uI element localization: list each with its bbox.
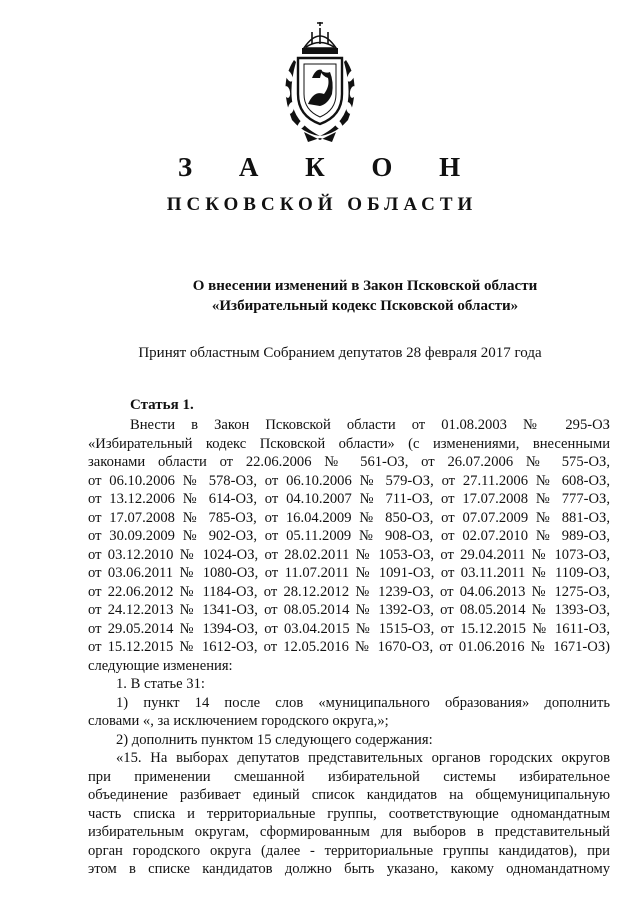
- body-line: от 29.05.2014 № 1394-ОЗ, от 03.04.2015 № 1515-ОЗ, от 15.12.2015 № 1611-ОЗ,: [88, 620, 610, 637]
- body-line: от 13.12.2006 № 614-ОЗ, от 04.10.2007 № 711-ОЗ, от 17.07.2008 № 777-ОЗ,: [88, 491, 610, 507]
- body-line: от 06.10.2006 № 578-ОЗ, от 06.10.2006 № 579-ОЗ, от 27.11.2006 № 608-ОЗ,: [88, 472, 610, 489]
- body-line: «15. На выборах депутатов представительных органов городских округов: [116, 750, 610, 766]
- coat-of-arms-icon: [264, 20, 376, 144]
- body-line: законами области от 22.06.2006 № 561-ОЗ, от 26.07.2006 № 575-ОЗ,: [88, 454, 610, 470]
- document-title: З А К О Н: [177, 152, 481, 182]
- adoption-line: Принят областным Собранием депутатов 28 февраля 2017 года: [138, 345, 542, 361]
- body-line: часть списка и территориальные группы, соответствующие одномандатным: [88, 805, 610, 822]
- body-line: при применении смешанной избирательной системы избирательное: [88, 768, 610, 785]
- body-line: 1. В статье 31:: [116, 676, 205, 692]
- body-line: от 03.12.2010 № 1024-ОЗ, от 28.02.2011 № 1053-ОЗ, от 29.04.2011 № 1073-ОЗ,: [88, 546, 610, 563]
- body-line: от 24.12.2013 № 1341-ОЗ, от 08.05.2014 № 1392-ОЗ, от 08.05.2014 № 1393-ОЗ,: [88, 602, 610, 618]
- body-line: словами «, за исключением городского округа,»;: [88, 713, 389, 729]
- body-line: 2) дополнить пунктом 15 следующего содержания:: [116, 731, 433, 748]
- law-subject-line: О внесении изменений в Закон Псковской области: [192, 278, 538, 294]
- body-line: от 30.09.2009 № 902-ОЗ, от 05.11.2009 № 908-ОЗ, от 02.07.2010 № 989-ОЗ,: [88, 528, 610, 544]
- region-name: ПСКОВСКОЙ ОБЛАСТИ: [166, 194, 478, 215]
- body-line: от 15.12.2015 № 1612-ОЗ, от 12.05.2016 № 1670-ОЗ, от 01.06.2016 № 1671-ОЗ): [88, 639, 610, 655]
- body-line: орган городского округа (далее - территориальные группы кандидатов), при: [88, 842, 610, 859]
- body-line: избирательным округам, сформированным для выборов в представительный: [88, 824, 610, 840]
- body-line: этом в списке кандидатов должно быть указано, какому одномандатному: [88, 861, 610, 877]
- body-line: 1) пункт 14 после слов «муниципального образования» дополнить: [116, 694, 610, 711]
- law-subject: [90, 276, 640, 316]
- law-subject-line: «Избирательный кодекс Псковской области»: [211, 298, 519, 314]
- body-line: от 17.07.2008 № 785-ОЗ, от 16.04.2009 № 850-ОЗ, от 07.07.2009 № 881-ОЗ,: [88, 509, 610, 526]
- article-heading: Статья 1.: [130, 397, 194, 413]
- body-line: Внести в Закон Псковской области от 01.08.2003 № 295-ОЗ: [130, 417, 610, 433]
- body-line: объединение разбивает единый список кандидатов на общемуниципальную: [88, 787, 610, 803]
- body-line: от 22.06.2012 № 1184-ОЗ, от 28.12.2012 № 1239-ОЗ, от 04.06.2013 № 1275-ОЗ,: [88, 583, 610, 600]
- body-line: от 03.06.2011 № 1080-ОЗ, от 11.07.2011 № 1091-ОЗ, от 03.11.2011 № 1109-ОЗ,: [88, 565, 610, 581]
- body-line: «Избирательный кодекс Псковской области» (с изменениями, внесенными: [88, 435, 610, 452]
- body-line: следующие изменения:: [88, 657, 233, 674]
- article-body: [88, 416, 610, 879]
